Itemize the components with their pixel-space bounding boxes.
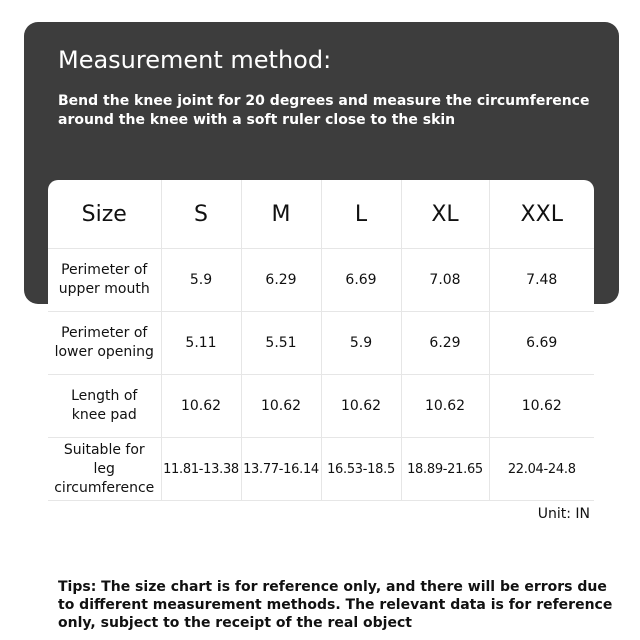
table-cell: 11.81-13.38: [161, 438, 241, 501]
size-header-cell: Size: [48, 180, 161, 249]
table-cell: 6.29: [401, 312, 489, 375]
table-cell: 7.48: [489, 249, 594, 312]
row-label-upper-mouth: Perimeter of upper mouth: [48, 249, 161, 312]
size-header-l: L: [321, 180, 401, 249]
table-cell: 6.69: [489, 312, 594, 375]
table-row: [48, 312, 594, 375]
table-cell: 10.62: [321, 375, 401, 438]
table-header-row: [48, 180, 594, 249]
table-cell: 18.89-21.65: [401, 438, 489, 501]
table-cell: 16.53-18.5: [321, 438, 401, 501]
table-cell: 5.11: [161, 312, 241, 375]
measurement-description: Bend the knee joint for 20 degrees and measure the circumference around the knee with a soft ruler close to the skin: [58, 93, 590, 128]
table-cell: 5.9: [161, 249, 241, 312]
table-cell: 5.9: [321, 312, 401, 375]
table-cell: 10.62: [241, 375, 321, 438]
table-row: [48, 249, 594, 312]
size-header-xxl: XXL: [489, 180, 594, 249]
row-label-leg-circumference: Suitable for leg circumference: [48, 438, 161, 501]
row-label-knee-pad-length: Length of knee pad: [48, 375, 161, 438]
table-cell: 6.29: [241, 249, 321, 312]
row-label-lower-opening: Perimeter of lower opening: [48, 312, 161, 375]
table-cell: 6.69: [321, 249, 401, 312]
table-cell: 22.04-24.8: [489, 438, 594, 501]
size-header-m: M: [241, 180, 321, 249]
table-cell: 10.62: [161, 375, 241, 438]
table-cell: 13.77-16.14: [241, 438, 321, 501]
unit-label: Unit: IN: [537, 506, 590, 522]
table-cell: 7.08: [401, 249, 489, 312]
size-header-s: S: [161, 180, 241, 249]
size-chart-table: [48, 180, 594, 501]
table-row: [48, 438, 594, 501]
table-cell: 10.62: [489, 375, 594, 438]
tips-text: Tips: The size chart is for reference only, and there will be errors due to different measurement methods. The relevant data is for reference only, subject to the receipt of the real object: [58, 579, 613, 631]
measurement-title: Measurement method:: [58, 46, 332, 74]
size-header-xl: XL: [401, 180, 489, 249]
table-cell: 10.62: [401, 375, 489, 438]
table-cell: 5.51: [241, 312, 321, 375]
table-row: [48, 375, 594, 438]
